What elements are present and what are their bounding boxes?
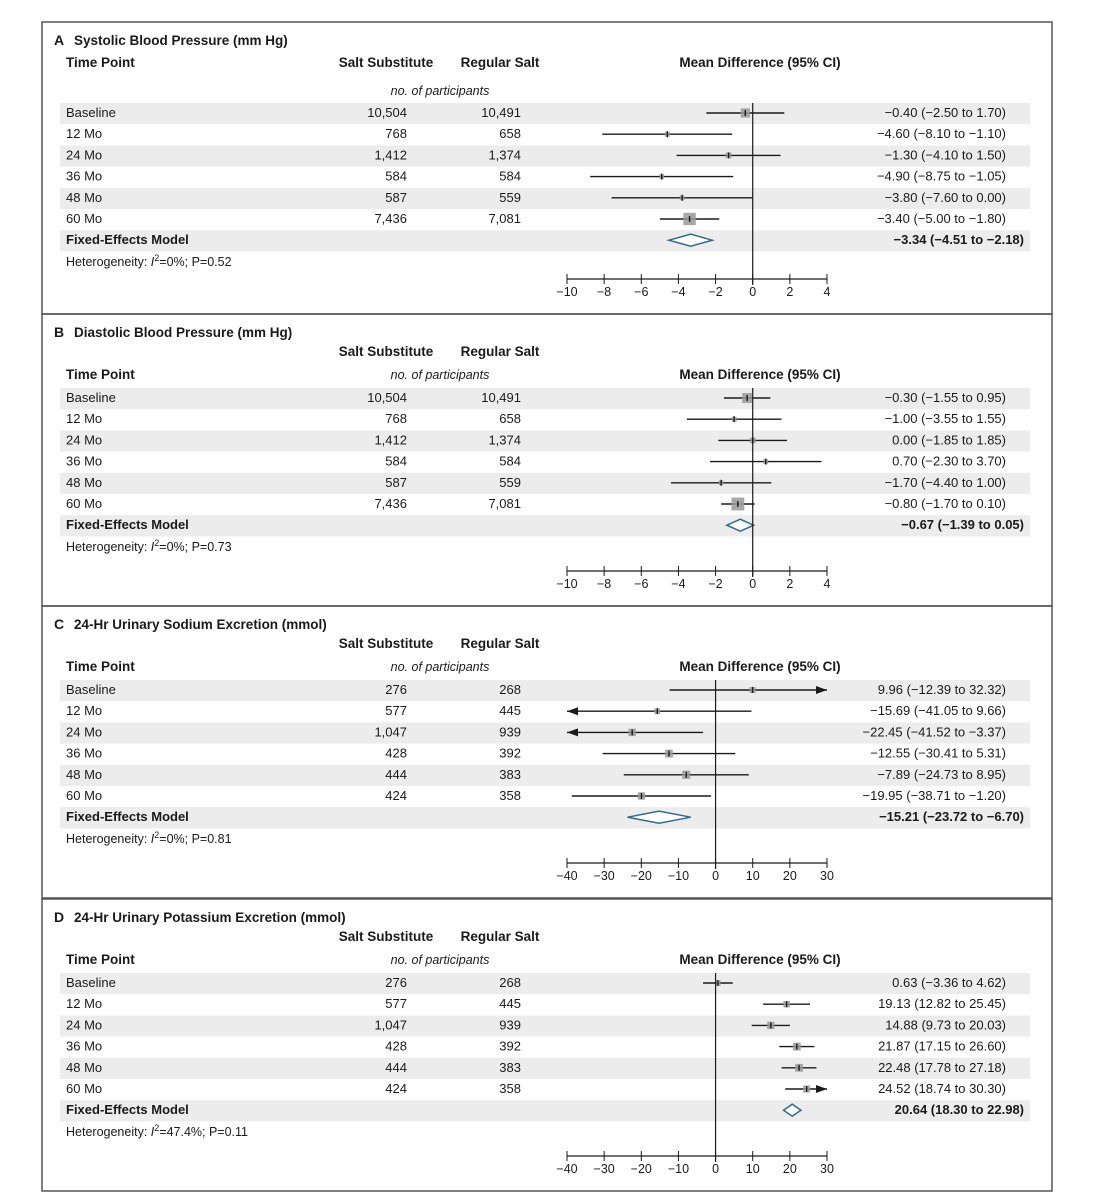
heterogeneity-rest: =0%; P=0.81 (159, 832, 232, 847)
row-n-regular-salt: 584 (499, 453, 521, 469)
row-ci-text: 19.13 (12.82 to 25.45) (878, 996, 1006, 1012)
row-ci-text: 14.88 (9.73 to 20.03) (885, 1017, 1006, 1033)
row-n-regular-salt: 939 (499, 1017, 521, 1033)
row-n-salt-substitute: 1,412 (374, 147, 407, 163)
panel-title: Diastolic Blood Pressure (mm Hg) (74, 325, 293, 340)
row-label: 60 Mo (66, 211, 103, 226)
row-label: 48 Mo (66, 474, 103, 490)
heterogeneity-sup: 2 (154, 253, 160, 264)
row-n-salt-substitute: 444 (385, 766, 407, 782)
heterogeneity-text (66, 253, 232, 269)
ci-arrow-left (567, 707, 578, 715)
panel-letter: B (54, 324, 65, 340)
x-tick-label: 2 (786, 577, 794, 591)
panel-title: Systolic Blood Pressure (mm Hg) (74, 33, 288, 48)
header-time-point: Time Point (66, 952, 135, 967)
header-regular-salt: Regular Salt (460, 344, 540, 359)
row-label: 48 Mo (66, 766, 103, 782)
panel-title: 24-Hr Urinary Potassium Excretion (mmol) (74, 910, 346, 925)
row-n-regular-salt: 10,491 (481, 390, 521, 405)
row-n-regular-salt: 358 (499, 1081, 521, 1096)
row-ci-text: −1.00 (−3.55 to 1.55) (884, 411, 1006, 427)
row-stripe (60, 515, 1030, 536)
summary-label: Fixed-Effects Model (66, 1102, 189, 1118)
x-tick-label: −2 (708, 285, 723, 299)
x-tick-label: 0 (712, 869, 720, 883)
row-n-salt-substitute: 1,412 (374, 432, 407, 448)
panel-d (42, 899, 1052, 1191)
header-no-participants: no. of participants (390, 953, 490, 967)
x-tick-label: −30 (593, 1162, 615, 1176)
row-n-salt-substitute: 444 (385, 1059, 407, 1075)
row-ci-text: −7.89 (−24.73 to 8.95) (877, 766, 1006, 782)
x-tick-label: 30 (820, 869, 834, 883)
row-ci-text: −3.80 (−7.60 to 0.00) (884, 189, 1006, 205)
row-n-salt-substitute: 584 (385, 453, 407, 469)
x-tick-label: −10 (667, 869, 690, 883)
row-ci-text: −1.30 (−4.10 to 1.50) (884, 147, 1006, 163)
row-ci-text: −3.40 (−5.00 to −1.80) (876, 211, 1006, 226)
row-ci-text: −19.95 (−38.71 to −1.20) (862, 788, 1006, 803)
panel-a (42, 22, 1052, 314)
row-label: 12 Mo (66, 703, 103, 719)
panel-c (42, 606, 1052, 898)
x-tick-label: 20 (782, 869, 797, 883)
row-n-regular-salt: 358 (499, 788, 521, 803)
heterogeneity-sup: 2 (154, 830, 160, 841)
header-salt-substitute: Salt Substitute (338, 636, 434, 651)
heterogeneity-i2: I (150, 1125, 155, 1140)
row-stripe (60, 430, 1030, 451)
heterogeneity-rest: =0%; P=0.52 (159, 255, 232, 270)
x-tick-label: 20 (782, 1162, 797, 1176)
header-time-point: Time Point (66, 55, 135, 70)
row-n-regular-salt: 584 (499, 168, 521, 184)
header-no-participants: no. of participants (390, 84, 490, 98)
row-n-salt-substitute: 1,047 (374, 1017, 407, 1033)
heterogeneity-text (66, 830, 232, 846)
row-n-salt-substitute: 10,504 (367, 390, 407, 405)
row-n-regular-salt: 392 (499, 745, 521, 761)
header-regular-salt: Regular Salt (460, 636, 540, 651)
x-tick-label: −10 (556, 577, 578, 591)
heterogeneity-sup: 2 (154, 1123, 160, 1134)
row-n-salt-substitute: 7,436 (374, 211, 407, 226)
row-n-salt-substitute: 577 (385, 703, 407, 719)
row-ci-text: −1.70 (−4.40 to 1.00) (884, 474, 1006, 490)
x-tick-label: −4 (671, 577, 686, 591)
heterogeneity-prefix: Heterogeneity: (66, 540, 151, 555)
row-ci-text: −4.90 (−8.75 to −1.05) (876, 168, 1006, 184)
panel-letter: A (54, 32, 65, 48)
panel-title: 24-Hr Urinary Sodium Excretion (mmol) (74, 617, 327, 632)
heterogeneity-prefix: Heterogeneity: (66, 1125, 151, 1140)
header-salt-substitute: Salt Substitute (338, 55, 434, 70)
row-n-regular-salt: 7,081 (488, 211, 521, 226)
row-n-salt-substitute: 7,436 (374, 496, 407, 511)
row-n-salt-substitute: 424 (385, 788, 407, 803)
row-label: Baseline (66, 975, 116, 990)
row-n-salt-substitute: 428 (385, 745, 407, 761)
row-n-regular-salt: 268 (499, 975, 521, 990)
header-mean-difference: Mean Difference (95% CI) (679, 55, 841, 70)
row-n-regular-salt: 559 (499, 189, 521, 205)
row-label: 36 Mo (66, 745, 103, 761)
row-label: Baseline (66, 105, 116, 120)
heterogeneity-rest: =47.4%; P=0.11 (159, 1125, 249, 1140)
x-tick-label: −40 (556, 1162, 578, 1176)
row-label: 48 Mo (66, 1059, 103, 1075)
summary-ci-text: 20.64 (18.30 to 22.98) (894, 1102, 1024, 1118)
row-ci-text: −12.55 (−30.41 to 5.31) (870, 745, 1006, 761)
x-tick-label: −10 (667, 1162, 690, 1176)
row-ci-text: −22.45 (−41.52 to −3.37) (862, 724, 1006, 740)
heterogeneity-prefix: Heterogeneity: (66, 832, 151, 847)
row-label: 24 Mo (66, 432, 103, 448)
x-tick-label: 10 (745, 1162, 760, 1176)
row-n-regular-salt: 392 (499, 1038, 521, 1054)
x-tick-label: −30 (593, 869, 615, 883)
x-tick-label: −10 (556, 285, 578, 299)
row-ci-text: 0.63 (−3.36 to 4.62) (892, 975, 1006, 990)
row-ci-text: −0.80 (−1.70 to 0.10) (884, 496, 1006, 511)
header-time-point: Time Point (66, 659, 135, 674)
row-stripe (60, 1100, 1030, 1121)
row-label: 36 Mo (66, 1038, 103, 1054)
row-n-salt-substitute: 424 (385, 1081, 407, 1096)
x-tick-label: −40 (556, 869, 578, 883)
heterogeneity-sup: 2 (154, 538, 160, 549)
row-n-regular-salt: 1,374 (488, 432, 521, 448)
header-salt-substitute: Salt Substitute (338, 344, 434, 359)
row-n-regular-salt: 268 (499, 682, 521, 697)
summary-ci-text: −15.21 (−23.72 to −6.70) (879, 809, 1024, 825)
row-n-salt-substitute: 428 (385, 1038, 407, 1054)
row-label: 60 Mo (66, 1081, 103, 1096)
heterogeneity-text (66, 538, 232, 554)
row-label: 24 Mo (66, 724, 103, 740)
panel-letter: C (54, 616, 65, 632)
row-label: Baseline (66, 390, 116, 405)
header-salt-substitute: Salt Substitute (338, 929, 434, 944)
x-tick-label: −8 (597, 285, 612, 299)
row-n-salt-substitute: 1,047 (374, 724, 407, 740)
panel-letter: D (54, 909, 65, 925)
row-ci-text: 24.52 (18.74 to 30.30) (878, 1081, 1006, 1096)
row-n-salt-substitute: 577 (385, 996, 407, 1012)
ci-arrow-right (816, 1085, 827, 1093)
panel-b (42, 314, 1052, 606)
summary-label: Fixed-Effects Model (66, 517, 189, 533)
row-n-regular-salt: 445 (499, 703, 521, 719)
row-n-regular-salt: 1,374 (488, 147, 521, 163)
heterogeneity-i2: I (150, 540, 155, 555)
row-label: 60 Mo (66, 788, 103, 803)
summary-label: Fixed-Effects Model (66, 232, 189, 248)
row-ci-text: 21.87 (17.15 to 26.60) (878, 1038, 1006, 1054)
heterogeneity-rest: =0%; P=0.73 (159, 540, 232, 555)
row-label: 36 Mo (66, 453, 103, 469)
row-label: 12 Mo (66, 126, 103, 142)
x-tick-label: 30 (820, 1162, 834, 1176)
x-tick-label: 4 (823, 285, 831, 299)
row-ci-text: 0.00 (−1.85 to 1.85) (892, 432, 1006, 448)
header-mean-difference: Mean Difference (95% CI) (679, 367, 841, 382)
row-ci-text: −15.69 (−41.05 to 9.66) (870, 703, 1006, 719)
row-n-regular-salt: 383 (499, 1059, 521, 1075)
x-tick-label: 0 (712, 1162, 720, 1176)
header-time-point: Time Point (66, 367, 135, 382)
row-n-salt-substitute: 768 (385, 126, 407, 142)
header-regular-salt: Regular Salt (460, 929, 540, 944)
heterogeneity-i2: I (150, 255, 155, 270)
row-n-regular-salt: 383 (499, 766, 521, 782)
x-tick-label: 10 (745, 869, 760, 883)
x-tick-label: −6 (634, 577, 649, 591)
row-n-regular-salt: 7,081 (488, 496, 521, 511)
x-tick-label: 0 (749, 577, 757, 591)
row-n-salt-substitute: 584 (385, 168, 407, 184)
x-tick-label: 2 (786, 285, 794, 299)
summary-label: Fixed-Effects Model (66, 809, 189, 825)
row-n-salt-substitute: 10,504 (367, 105, 407, 120)
x-tick-label: −2 (708, 577, 723, 591)
row-label: 36 Mo (66, 168, 103, 184)
x-tick-label: 4 (823, 577, 831, 591)
row-n-salt-substitute: 768 (385, 411, 407, 427)
row-n-regular-salt: 658 (499, 126, 521, 142)
row-label: 48 Mo (66, 189, 103, 205)
row-n-salt-substitute: 276 (385, 682, 407, 697)
row-n-regular-salt: 10,491 (481, 105, 521, 120)
row-n-salt-substitute: 276 (385, 975, 407, 990)
row-n-regular-salt: 559 (499, 474, 521, 490)
row-n-regular-salt: 658 (499, 411, 521, 427)
header-mean-difference: Mean Difference (95% CI) (679, 659, 841, 674)
row-stripe (60, 230, 1030, 251)
header-no-participants: no. of participants (390, 368, 490, 382)
row-n-salt-substitute: 587 (385, 474, 407, 490)
row-ci-text: 22.48 (17.78 to 27.18) (878, 1059, 1006, 1075)
row-ci-text: 0.70 (−2.30 to 3.70) (892, 453, 1006, 469)
row-label: 60 Mo (66, 496, 103, 511)
row-label: 12 Mo (66, 411, 103, 427)
header-regular-salt: Regular Salt (460, 55, 540, 70)
row-label: 24 Mo (66, 147, 103, 163)
row-ci-text: −0.30 (−1.55 to 0.95) (884, 390, 1006, 405)
header-mean-difference: Mean Difference (95% CI) (679, 952, 841, 967)
summary-ci-text: −0.67 (−1.39 to 0.05) (901, 517, 1024, 533)
row-ci-text: −4.60 (−8.10 to −1.10) (876, 126, 1006, 142)
x-tick-label: −4 (671, 285, 686, 299)
row-n-salt-substitute: 587 (385, 189, 407, 205)
heterogeneity-prefix: Heterogeneity: (66, 255, 151, 270)
row-stripe (60, 973, 1030, 994)
row-label: 24 Mo (66, 1017, 103, 1033)
row-label: 12 Mo (66, 996, 103, 1012)
x-tick-label: −8 (597, 577, 612, 591)
x-tick-label: −6 (634, 285, 649, 299)
heterogeneity-i2: I (150, 832, 155, 847)
x-tick-label: −20 (630, 869, 652, 883)
heterogeneity-text (66, 1123, 248, 1139)
row-label: Baseline (66, 682, 116, 697)
row-n-regular-salt: 939 (499, 724, 521, 740)
x-tick-label: 0 (749, 285, 757, 299)
row-ci-text: 9.96 (−12.39 to 32.32) (877, 682, 1006, 697)
header-no-participants: no. of participants (390, 660, 490, 674)
row-n-regular-salt: 445 (499, 996, 521, 1012)
summary-ci-text: −3.34 (−4.51 to −2.18) (893, 232, 1024, 248)
row-ci-text: −0.40 (−2.50 to 1.70) (884, 105, 1006, 120)
x-tick-label: −20 (630, 1162, 652, 1176)
